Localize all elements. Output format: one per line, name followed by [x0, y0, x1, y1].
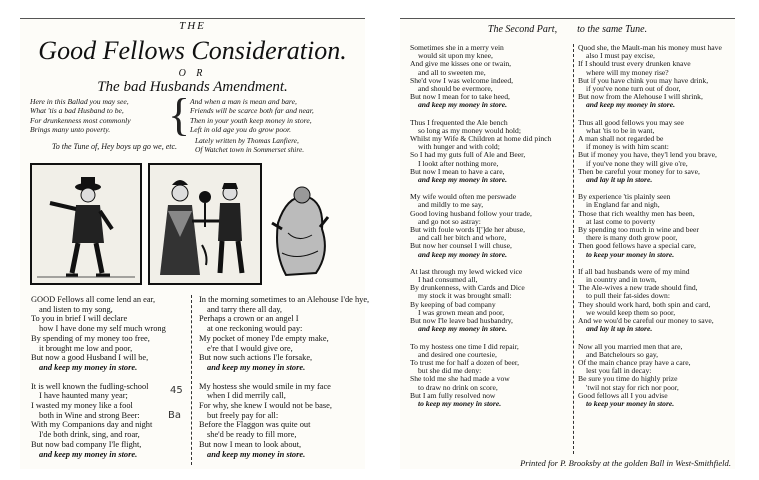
- verse-line: I wasted my money like a fool: [31, 401, 133, 411]
- verse-line: GOOD Fellows all come lend an ear,: [31, 295, 156, 304]
- page-subtitle: The bad Husbands Amendment.: [97, 79, 288, 95]
- column-divider: [191, 295, 192, 465]
- verse-line: But now a good Husband I will be,: [31, 353, 149, 363]
- verse-line: but she did me deny:: [418, 366, 482, 376]
- verse-line: But now I mean to have a care,: [410, 166, 505, 176]
- verse-line: to pull their fat-sides down:: [586, 291, 670, 301]
- woodcut-bear-image: [268, 183, 338, 283]
- verse-line: But if money you have, they'l lend you brave,: [578, 150, 717, 160]
- verse-line: and desired one courtesie,: [418, 349, 497, 359]
- refrain-line: and keep my money in store.: [418, 100, 508, 110]
- verse-line: A man shall not regarded be: [578, 134, 664, 144]
- verse-line: and go not so astray:: [418, 216, 481, 226]
- verse-line: But with foule words I[']de her abuse,: [410, 225, 526, 235]
- intro-verse-left: [30, 97, 131, 135]
- verse-line: But if you have chink you may have drink,: [578, 75, 709, 85]
- verse-line: if money is with him scant:: [586, 142, 669, 152]
- verse-line: Then good fellows have a special care,: [578, 241, 696, 251]
- verse-line: My pocket of money I'de empty make,: [199, 333, 329, 343]
- intro-line: Friends will be scarce both far and near,: [190, 106, 314, 116]
- verse-line: how I have done my self much wrong: [39, 324, 166, 334]
- right-column-2: [578, 44, 738, 408]
- refrain-line: and keep my money in store.: [586, 100, 676, 110]
- woodcut-couple-image: [148, 163, 262, 285]
- margin-note: 45: [170, 385, 183, 396]
- verse-line: In the morning sometimes to an Alehouse I'de hye,: [199, 295, 370, 304]
- verse-line: But now such actions I'le forsake,: [199, 353, 313, 363]
- intro-line: For drunkenness most commonly: [30, 115, 131, 125]
- verse-stanza: [410, 193, 575, 259]
- verse-line: I have haunted many year;: [39, 391, 128, 401]
- verse-line: By drunkenness, with Cards and Dice: [410, 283, 525, 293]
- left-column-1: [31, 295, 196, 459]
- refrain-line: and lay it up in store.: [586, 175, 653, 185]
- verse-line: so long as my money would hold;: [418, 125, 521, 135]
- intro-line: What 'tis a bad Husband to be,: [30, 106, 124, 116]
- verse-line: They should work hard, both spin and card,: [578, 299, 711, 309]
- verse-line: at last come to poverty: [586, 216, 656, 226]
- verse-line: where will my money rise?: [586, 67, 669, 77]
- intro-line: Here in this Ballad you may see,: [30, 97, 129, 106]
- margin-note: Ba: [168, 410, 181, 421]
- verse-line: The Ale-wives a new trade should find,: [578, 283, 698, 293]
- verse-line: Sometimes she in a merry vein: [410, 43, 504, 52]
- refrain-line: and keep my money in store.: [207, 449, 306, 459]
- verse-line: Whilst my Wife & Children at home did pinch: [410, 134, 552, 144]
- verse-line: in country and in town,: [586, 275, 657, 285]
- verse-line: I'de both drink, sing, and roar,: [39, 430, 140, 440]
- author-line: Lately written by Thomas Lanfiere,: [195, 136, 299, 145]
- verse-line: with hunger and with cold;: [418, 142, 500, 152]
- verse-line: Good loving husband follow your trade,: [410, 208, 532, 218]
- verse-line: To my hostess one time I did repair,: [410, 341, 519, 351]
- right-column-1: [410, 44, 575, 408]
- verse-line: But now bad company I'le flight,: [31, 439, 142, 449]
- printer-imprint: Printed for P. Brooksby at the golden Ball in West-Smithfield.: [520, 458, 731, 468]
- verse-line: to draw no drink on score,: [418, 382, 498, 392]
- verse-line: she'd be ready to fill more,: [207, 430, 297, 440]
- verse-line: and listen to my song,: [39, 304, 113, 314]
- verse-line: Of the main chance pray have a care,: [578, 357, 691, 367]
- verse-line: At last through my lewd wicked vice: [410, 266, 523, 276]
- verse-line: Now all you married men that are,: [578, 341, 683, 351]
- verse-line: By experience 'tis plainly seen: [578, 192, 671, 202]
- verse-stanza: [578, 268, 738, 334]
- verse-line: my stock it was brought small:: [418, 291, 512, 301]
- verse-line: also I must pay excise,: [586, 51, 655, 61]
- verse-line: if you've none turn out of door,: [586, 84, 681, 94]
- verse-line: But now I'le leave bad husbandry,: [410, 316, 513, 326]
- verse-line: both in Wine and strong Beer:: [39, 410, 140, 420]
- verse-stanza: [578, 44, 738, 110]
- tune-line: To the Tune of, Hey boys up go we, etc.: [52, 142, 178, 151]
- verse-line: 'twil not stay for rich nor poor,: [586, 382, 679, 392]
- intro-verse-right: [190, 97, 314, 135]
- verse-line: But now her counsel I will chuse,: [410, 241, 512, 251]
- refrain-line: and keep my money in store.: [39, 449, 138, 459]
- verse-stanza: [578, 193, 738, 259]
- verse-line: Then be careful your money for to save,: [578, 166, 700, 176]
- woodcut-bear-drawing: [268, 183, 338, 283]
- verse-line: and tarry there all day,: [207, 304, 283, 314]
- refrain-line: and keep my money in store.: [39, 362, 138, 372]
- verse-line: By spending too much in wine and beer: [578, 225, 699, 235]
- verse-line: Thus I frequented the Ale bench: [410, 117, 508, 127]
- verse-line: and Batchelours so gay,: [586, 349, 659, 359]
- column-divider: [573, 44, 574, 454]
- verse-line: Be sure you time do highly prize: [578, 374, 678, 384]
- refrain-line: to keep my money in store.: [418, 398, 502, 408]
- intro-line: Then in your youth keep money in store,: [190, 115, 312, 125]
- woodcut-couple-drawing: [150, 165, 260, 283]
- refrain-line: to keep your money in store.: [586, 398, 675, 408]
- verse-stanza: [578, 119, 738, 185]
- verse-line: With my Companions day and night: [31, 420, 153, 430]
- verse-line: and mildly to me say,: [418, 200, 484, 210]
- verse-line: For why, she knew I would not be base,: [199, 401, 332, 411]
- verse-line: And give me kisses one or twain,: [410, 59, 512, 69]
- verse-line: Quod she, the Mault-man his money must have: [578, 43, 722, 52]
- title-or: O R: [178, 68, 207, 79]
- author-line: Of Watchet town in Sommerset shire.: [195, 145, 305, 155]
- verse-line: and should be evermore,: [418, 84, 493, 94]
- verse-line: I had consumed all,: [418, 275, 478, 285]
- verse-line: My wife would often me perswade: [410, 192, 517, 202]
- verse-line: in England far and nigh,: [586, 200, 660, 210]
- verse-line: So I had my guts full of Ale and Beer,: [410, 150, 526, 160]
- verse-line: To you in brief I will declare: [31, 314, 128, 324]
- verse-line: But I am fully resolved now: [410, 390, 496, 400]
- verse-line: My hostess she would smile in my face: [199, 381, 331, 391]
- verse-stanza: [410, 268, 575, 334]
- refrain-line: and keep my money in store.: [418, 175, 508, 185]
- page-title: Good Fellows Consideration.: [38, 36, 347, 65]
- verse-line: when I did merrily call,: [207, 391, 286, 401]
- woodcut-gentleman-image: [30, 163, 142, 285]
- verse-line: and call her bitch and whore,: [418, 233, 507, 243]
- verse-stanza: [578, 343, 738, 409]
- verse-line: Before the Flaggon was quite out: [199, 420, 311, 430]
- verse-line: By spending of my money too free,: [31, 333, 150, 343]
- verse-line: would sit upon my knee,: [418, 51, 493, 61]
- verse-line: e're that I would give ore,: [207, 343, 293, 353]
- verse-stanza: [410, 343, 575, 409]
- verse-line: I was grown mean and poor,: [418, 307, 505, 317]
- refrain-line: and keep my money in store.: [207, 362, 306, 372]
- verse-line: Perhaps a crown or an angel I: [199, 314, 299, 324]
- verse-line: Thus all good fellows you may see: [578, 117, 684, 127]
- refrain-line: and lay it up in store.: [586, 324, 653, 334]
- intro-line: Left in old age you do grow poor.: [190, 125, 291, 135]
- verse-line: there is many doth grow poor,: [586, 233, 678, 243]
- verse-line: By keeping of bad company: [410, 299, 496, 309]
- verse-line: If I should trust every drunken knave: [578, 59, 691, 69]
- left-column-2: [199, 295, 370, 459]
- verse-line: She'd vow I was welcome indeed,: [410, 75, 514, 85]
- verse-stanza: [199, 295, 370, 373]
- second-part-header: The Second Part, to the same Tune.: [487, 24, 648, 35]
- verse-line: what 'tis to be in want,: [586, 125, 655, 135]
- verse-line: at one reckoning would pay:: [207, 324, 303, 334]
- intro-line: Brings many unto poverty.: [30, 125, 111, 135]
- refrain-line: and keep my money in store.: [418, 324, 508, 334]
- woodcut-gentleman-drawing: [32, 165, 140, 283]
- author-credit: [195, 136, 304, 155]
- verse-stanza: [199, 382, 364, 460]
- verse-line: But now from the Alehouse I will shrink,: [578, 92, 703, 102]
- refrain-line: and keep my money in store.: [418, 249, 508, 259]
- refrain-line: to keep your money in store.: [586, 249, 675, 259]
- title-prefix: THE: [179, 20, 206, 32]
- verse-line: To trust me for half a dozen of beer,: [410, 357, 520, 367]
- verse-line: It is well known the fudling-school: [31, 381, 149, 391]
- verse-line: but freely pay for all:: [207, 410, 279, 420]
- verse-stanza: [410, 119, 575, 185]
- verse-line: lest you fall in decay:: [586, 366, 652, 376]
- verse-line: I lookt after nothing more,: [418, 158, 499, 168]
- verse-line: we would keep them so poor,: [586, 307, 676, 317]
- verse-line: and all to sweeten me,: [418, 67, 486, 77]
- intro-line: And when a man is mean and bare,: [190, 97, 297, 106]
- verse-line: And we wou'd be careful our money to save,: [578, 316, 714, 326]
- verse-line: She told me she had made a vow: [410, 374, 510, 384]
- verse-line: if you've none they will give o're,: [586, 158, 688, 168]
- verse-line: If all bad husbands were of my mind: [578, 266, 690, 276]
- intro-brace: {: [168, 89, 191, 140]
- verse-line: But now I mean for to take heed,: [410, 92, 510, 102]
- verse-line: Those that rich wealthy men has been,: [578, 208, 695, 218]
- verse-stanza: [410, 44, 575, 110]
- verse-line: Good fellows all I you advise: [578, 390, 668, 400]
- verse-stanza: [31, 295, 196, 373]
- verse-line: But now I mean to look about,: [199, 439, 302, 449]
- verse-line: it brought me low and poor,: [39, 343, 133, 353]
